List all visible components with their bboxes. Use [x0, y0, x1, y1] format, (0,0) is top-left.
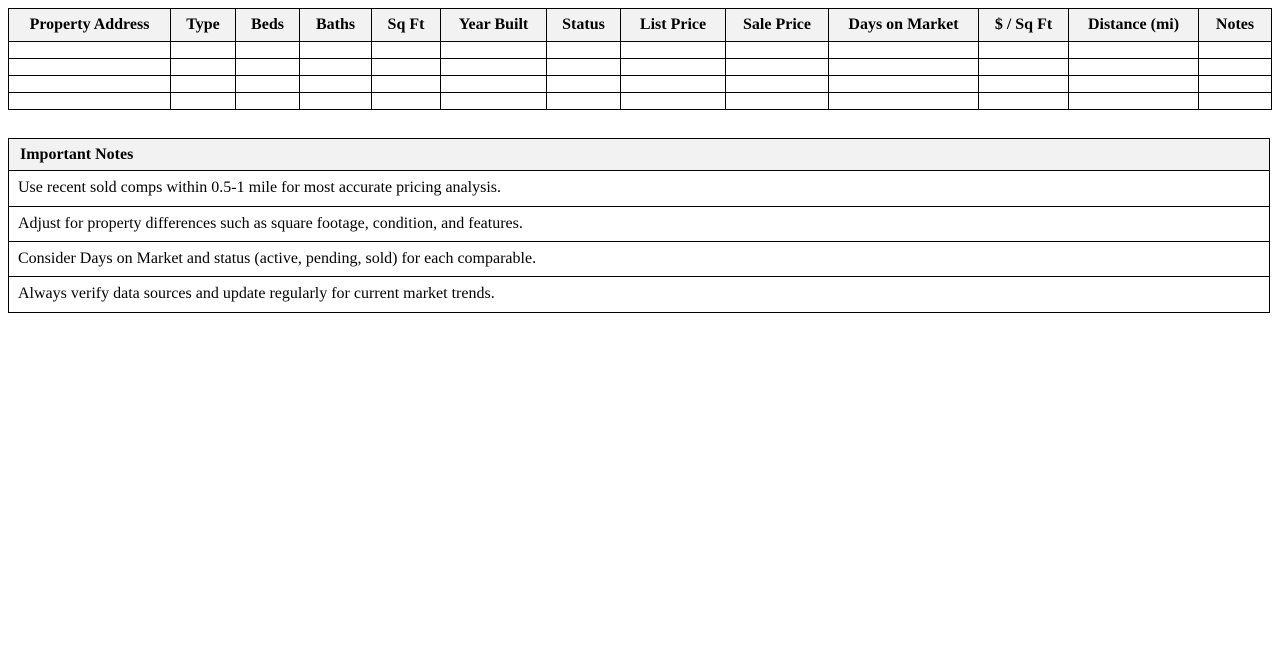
note-row [9, 206, 1270, 241]
comps-empty-cell [621, 58, 726, 75]
comps-empty-cell [171, 92, 236, 109]
comps-empty-cell [236, 92, 300, 109]
comps-empty-cell [300, 92, 372, 109]
comps-empty-cell [829, 75, 979, 92]
comps-empty-cell [171, 58, 236, 75]
comps-empty-cell [9, 75, 171, 92]
comps-empty-cell [9, 41, 171, 58]
comps-empty-cell [1199, 92, 1272, 109]
column-header-list-price: List Price [621, 9, 726, 42]
comps-empty-row [9, 58, 1272, 75]
comps-empty-cell [829, 58, 979, 75]
comps-table [8, 8, 1272, 110]
comps-empty-cell [979, 41, 1069, 58]
comps-empty-cell [726, 58, 829, 75]
notes-table-body [9, 171, 1270, 313]
comps-empty-cell [621, 92, 726, 109]
comps-empty-cell [547, 92, 621, 109]
comps-empty-cell [300, 75, 372, 92]
comps-empty-cell [171, 41, 236, 58]
comps-empty-cell [1069, 58, 1199, 75]
comps-empty-cell [1069, 75, 1199, 92]
comps-empty-cell [1199, 58, 1272, 75]
comps-empty-cell [547, 75, 621, 92]
comps-empty-cell [236, 58, 300, 75]
comps-empty-cell [1199, 41, 1272, 58]
note-row [9, 241, 1270, 276]
note-row [9, 171, 1270, 206]
comps-empty-cell [236, 41, 300, 58]
comps-empty-cell [441, 75, 547, 92]
comps-empty-cell [9, 92, 171, 109]
comps-empty-cell [1069, 92, 1199, 109]
comps-empty-cell [979, 58, 1069, 75]
comps-empty-cell [829, 41, 979, 58]
notes-title: Important Notes [9, 138, 1270, 171]
column-header-property-address: Property Address [9, 9, 171, 42]
column-header-status: Status [547, 9, 621, 42]
notes-header-row [9, 138, 1270, 171]
comps-table-body [9, 41, 1272, 109]
comps-empty-cell [372, 41, 441, 58]
comps-header-row [9, 9, 1272, 42]
column-header-sqft: Sq Ft [372, 9, 441, 42]
note-text: Use recent sold comps within 0.5-1 mile for most accurate pricing analysis. [9, 171, 1270, 206]
column-header-notes: Notes [1199, 9, 1272, 42]
comps-empty-row [9, 41, 1272, 58]
comps-empty-cell [372, 58, 441, 75]
column-header-baths: Baths [300, 9, 372, 42]
note-text: Consider Days on Market and status (active, pending, sold) for each comparable. [9, 241, 1270, 276]
comps-empty-cell [979, 75, 1069, 92]
column-header-sale-price: Sale Price [726, 9, 829, 42]
comps-empty-cell [726, 41, 829, 58]
note-text: Adjust for property differences such as square footage, condition, and features. [9, 206, 1270, 241]
comps-empty-cell [726, 75, 829, 92]
column-header-price-per-sqft: $ / Sq Ft [979, 9, 1069, 42]
comps-empty-cell [372, 75, 441, 92]
comps-empty-cell [547, 58, 621, 75]
comps-empty-cell [441, 41, 547, 58]
column-header-distance: Distance (mi) [1069, 9, 1199, 42]
comps-empty-cell [1069, 41, 1199, 58]
comps-empty-cell [300, 41, 372, 58]
comps-empty-row [9, 92, 1272, 109]
comps-empty-cell [441, 92, 547, 109]
comps-empty-cell [621, 41, 726, 58]
comps-empty-cell [547, 41, 621, 58]
important-notes-table [8, 138, 1270, 313]
comps-empty-cell [236, 75, 300, 92]
column-header-days-on-market: Days on Market [829, 9, 979, 42]
comps-empty-cell [979, 92, 1069, 109]
comps-empty-cell [300, 58, 372, 75]
comps-empty-cell [171, 75, 236, 92]
comps-empty-cell [621, 75, 726, 92]
note-text: Always verify data sources and update regularly for current market trends. [9, 277, 1270, 312]
comps-empty-row [9, 75, 1272, 92]
comps-empty-cell [726, 92, 829, 109]
comps-empty-cell [1199, 75, 1272, 92]
column-header-year-built: Year Built [441, 9, 547, 42]
comps-empty-cell [9, 58, 171, 75]
comps-empty-cell [372, 92, 441, 109]
column-header-beds: Beds [236, 9, 300, 42]
note-row [9, 277, 1270, 312]
comps-empty-cell [829, 92, 979, 109]
comps-empty-cell [441, 58, 547, 75]
column-header-type: Type [171, 9, 236, 42]
